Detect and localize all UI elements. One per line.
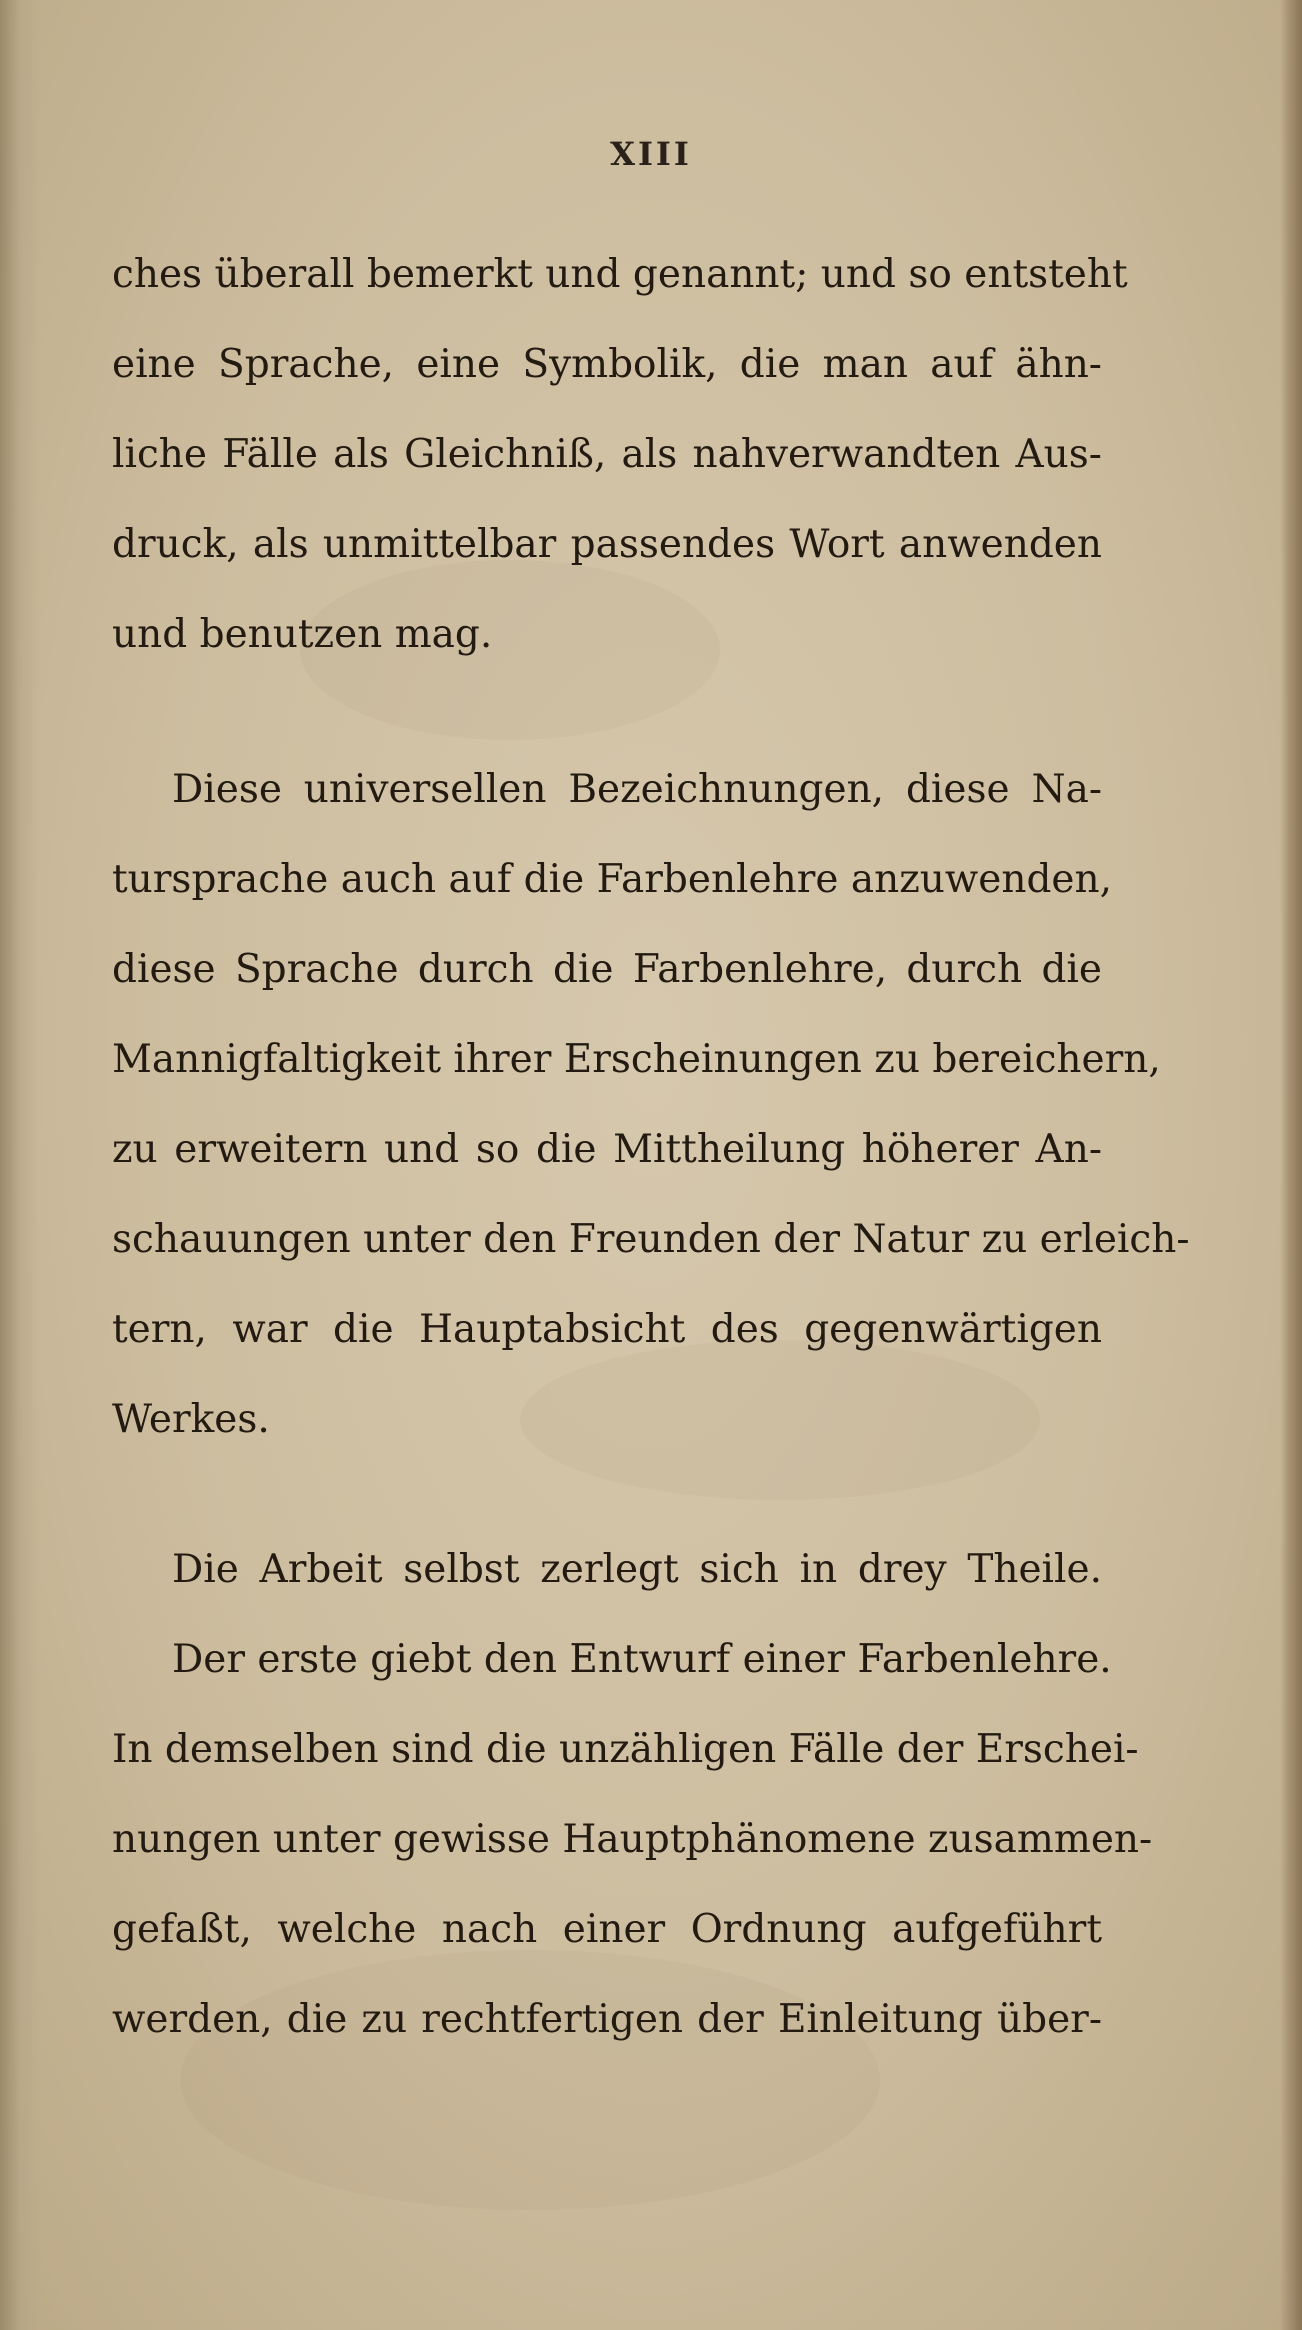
text-line: zu erweitern und so die Mittheilung höherer An- bbox=[112, 1127, 1102, 1172]
text-line: gefaßt, welche nach einer Ordnung aufgeführt bbox=[112, 1907, 1102, 1952]
text-line: tern, war die Hauptabsicht des gegenwärtigen bbox=[112, 1307, 1102, 1352]
page-edge bbox=[1280, 0, 1302, 2330]
text-line: eine Sprache, eine Symbolik, die man auf ähn- bbox=[112, 342, 1102, 387]
text-line: Mannigfaltigkeit ihrer Erscheinungen zu bereichern, bbox=[112, 1037, 1161, 1082]
text-line: und benutzen mag. bbox=[112, 612, 493, 657]
text-line: Der erste giebt den Entwurf einer Farbenlehre. bbox=[172, 1637, 1112, 1682]
text-line: tursprache auch auf die Farbenlehre anzuwenden, bbox=[112, 857, 1113, 902]
spine-shadow bbox=[0, 0, 40, 2330]
page-number: XIII bbox=[610, 135, 692, 173]
paragraph-1 bbox=[112, 230, 1128, 680]
text-line: In demselben sind die unzähligen Fälle der Erschei- bbox=[112, 1727, 1139, 1772]
text-line: diese Sprache durch die Farbenlehre, durch die bbox=[112, 947, 1102, 992]
text-line: Diese universellen Bezeichnungen, diese Na- bbox=[172, 767, 1102, 812]
paragraph-2 bbox=[112, 745, 1190, 1465]
text-line: werden, die zu rechtfertigen der Einleitung über- bbox=[112, 1997, 1102, 2042]
text-line: druck, als unmittelbar passendes Wort anwenden bbox=[112, 522, 1102, 567]
text-line: ches überall bemerkt und genannt; und so entsteht bbox=[112, 252, 1128, 297]
text-line: schauungen unter den Freunden der Natur zu erleich- bbox=[112, 1217, 1190, 1262]
text-line: Die Arbeit selbst zerlegt sich in drey Theile. bbox=[172, 1547, 1102, 1592]
text-line: nungen unter gewisse Hauptphänomene zusammen- bbox=[112, 1817, 1153, 1862]
text-line: Werkes. bbox=[112, 1397, 270, 1442]
paragraph-3 bbox=[112, 1525, 1153, 2065]
text-line: liche Fälle als Gleichniß, als nahverwandten Aus- bbox=[112, 432, 1102, 477]
